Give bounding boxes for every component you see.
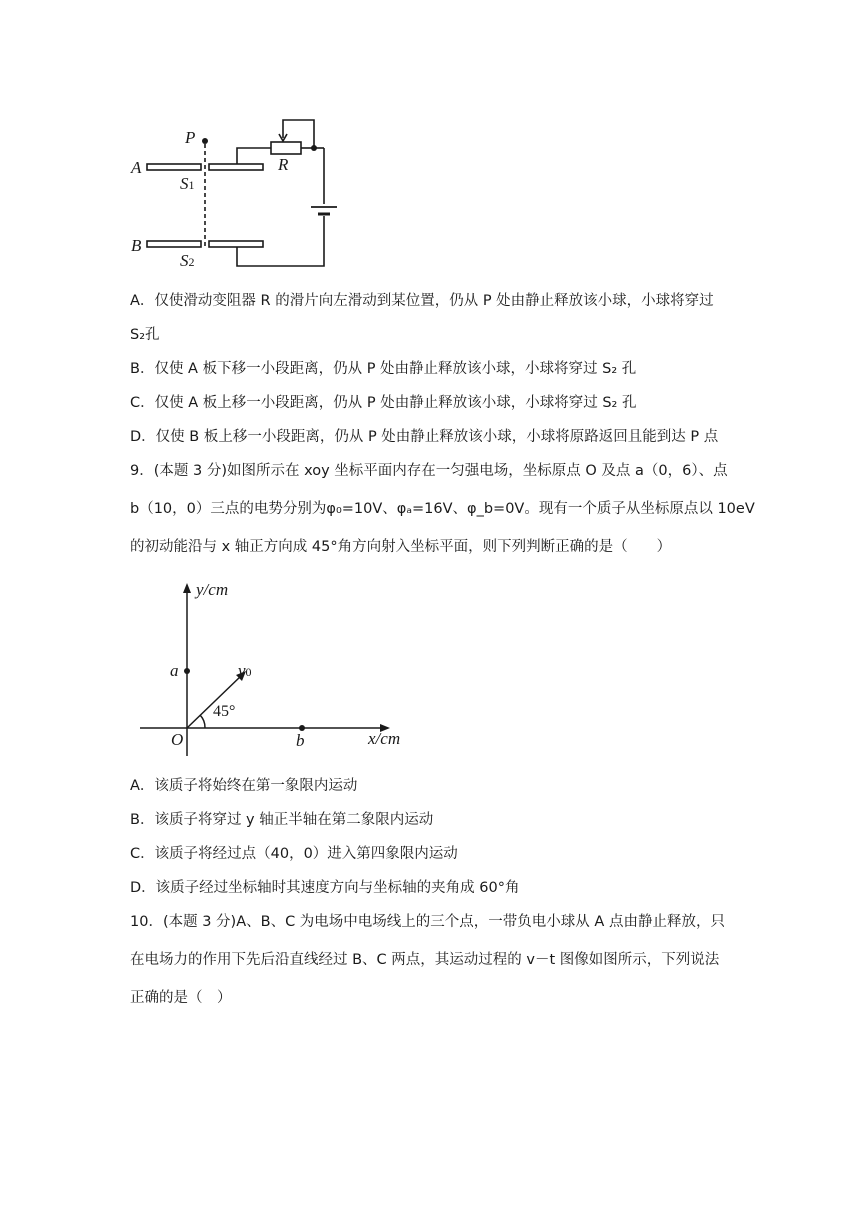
q9-stem-line2: b（10，0）三点的电势分别为φ₀=10V、φₐ=16V、φ_b=0V。现有一个质子从坐标原点以 10eV bbox=[130, 501, 755, 517]
label-s2: S2 bbox=[180, 251, 195, 270]
plate-b-right bbox=[209, 241, 263, 247]
angle-label: 45° bbox=[213, 703, 236, 720]
plate-b-left bbox=[147, 241, 201, 247]
q9-option-a: A．该质子将始终在第一象限内运动 bbox=[130, 778, 358, 794]
label-v0: v0 bbox=[238, 661, 252, 680]
plate-a-left bbox=[147, 164, 201, 170]
label-b-point: b bbox=[296, 731, 305, 750]
label-a-point: a bbox=[170, 661, 179, 680]
label-s1: S1 bbox=[180, 174, 195, 193]
wire-a bbox=[237, 148, 271, 164]
q9-stem-line3: 的初动能沿与 x 轴正方向成 45°角方向射入坐标平面，则下列判断正确的是（ ） bbox=[130, 539, 672, 555]
q9-stem-line1: 9．(本题 3 分)如图所示在 xoy 坐标平面内存在一匀强电场，坐标原点 O 及点 a（0，6）、点 bbox=[130, 463, 728, 479]
plate-a-right bbox=[209, 164, 263, 170]
q9-option-b: B．该质子将穿过 y 轴正半轴在第二象限内运动 bbox=[130, 812, 434, 828]
q10-stem-line3: 正确的是（ ） bbox=[130, 990, 232, 1006]
x-axis-label: x/cm bbox=[368, 729, 401, 748]
circuit-figure bbox=[125, 110, 345, 275]
label-r: R bbox=[278, 155, 289, 174]
label-p: P bbox=[185, 128, 196, 147]
q10-stem-line1: 10．(本题 3 分)A、B、C 为电场中电场线上的三个点，一带负电小球从 A 点由静止释放，只 bbox=[130, 914, 725, 930]
y-axis-arrow-icon bbox=[183, 583, 191, 593]
point-a-dot bbox=[184, 668, 190, 674]
q8-option-a-line2: S₂孔 bbox=[130, 327, 160, 343]
junction-dot bbox=[311, 145, 317, 151]
q10-stem-line2: 在电场力的作用下先后沿直线经过 B、C 两点，其运动过程的 v－t 图像如图所示，下列说法 bbox=[130, 952, 720, 968]
rheostat-r bbox=[271, 142, 301, 154]
y-axis-label: y/cm bbox=[196, 580, 229, 599]
q8-option-b: B．仅使 A 板下移一小段距离，仍从 P 处由静止释放该小球，小球将穿过 S₂ 孔 bbox=[130, 361, 637, 377]
angle-arc bbox=[200, 715, 205, 728]
q8-option-a-line1: A．仅使滑动变阻器 R 的滑片向左滑动到某位置，仍从 P 处由静止释放该小球，小球将穿过 bbox=[130, 293, 714, 309]
label-origin: O bbox=[171, 730, 184, 749]
q8-option-c: C．仅使 A 板上移一小段距离，仍从 P 处由静止释放该小球，小球将穿过 S₂ 孔 bbox=[130, 395, 637, 411]
point-p-dot bbox=[202, 138, 208, 144]
q9-option-c: C．该质子将经过点（40，0）进入第四象限内运动 bbox=[130, 846, 458, 862]
label-b: B bbox=[131, 236, 142, 255]
q9-option-d: D．该质子经过坐标轴时其速度方向与坐标轴的夹角成 60°角 bbox=[130, 880, 520, 896]
label-a: A bbox=[131, 158, 142, 177]
q8-option-d: D．仅使 B 板上移一小段距离，仍从 P 处由静止释放该小球，小球将原路返回且能到达 P 点 bbox=[130, 429, 719, 445]
